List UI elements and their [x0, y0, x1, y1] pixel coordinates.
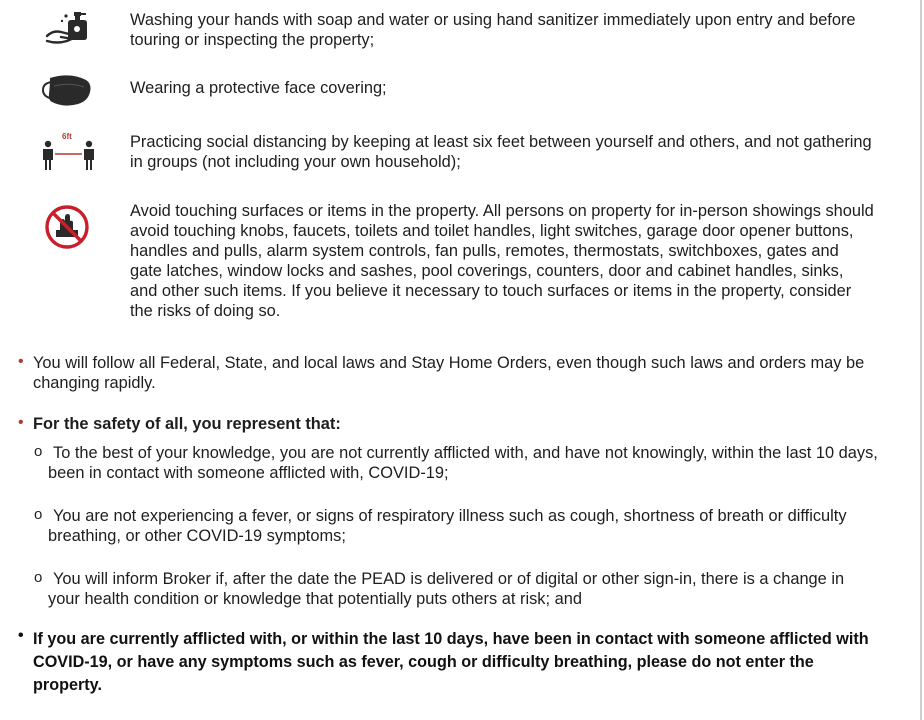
sub-bullet-marker: o	[34, 569, 43, 586]
sub-bullet-marker: o	[34, 443, 43, 460]
represent-subitem: You are not experiencing a fever, or signs of respiratory illness such as cough, shortness of breath or difficulty breathing, or other COVID-19 symptoms;	[48, 507, 847, 545]
social-distance-icon	[42, 130, 98, 172]
laws-bullet-text: You will follow all Federal, State, and local laws and Stay Home Orders, even though such laws and orders may be changing rapidly.	[33, 354, 865, 392]
represent-subitem: To the best of your knowledge, you are not currently afflicted with, and have not knowingly, within the last 10 days, been in contact with someone afflicted with, COVID-19;	[48, 444, 878, 482]
bullet-marker: •	[18, 353, 24, 370]
represent-subitem: You will inform Broker if, after the date the PEAD is delivered or of digital or other sign-in, there is a change in your health condition or knowledge that potentially puts others at risk; and	[48, 570, 845, 608]
hand-sanitizer-icon	[44, 10, 96, 48]
face-mask-icon	[40, 72, 96, 108]
bullet-marker: •	[18, 627, 24, 644]
item-distance-text: Practicing social distancing by keeping at least six feet between yourself and others, and not gathering in groups (not including your own household);	[130, 133, 872, 171]
item-mask-text: Wearing a protective face covering;	[130, 79, 387, 97]
no-touch-icon	[44, 204, 90, 250]
final-warning-text: If you are currently afflicted with, or within the last 10 days, have been in contact with someone afflicted with COVID-19, or have any symptoms such as fever, cough or difficulty breathing, please do not enter the property.	[33, 630, 869, 694]
bullet-marker: •	[18, 414, 24, 431]
page-edge	[920, 0, 922, 720]
represent-heading: For the safety of all, you represent that:	[33, 415, 341, 433]
item-sanitize-text: Washing your hands with soap and water or using hand sanitizer immediately upon entry and before touring or inspecting the property;	[130, 11, 856, 49]
item-touch-text: Avoid touching surfaces or items in the property. All persons on property for in-person showings should avoid touching knobs, faucets, toilets and toilet handles, light switches, garage door opener buttons, handles and pulls, alarm system controls, fan pulls, remotes, thermostats, switchboxes, gates and gate latches, window locks and sashes, pool coverings, counters, door and cabinet handles, sinks, and other such items. If you believe it necessary to touch surfaces or items in the property, consider the risks of doing so.	[130, 202, 874, 320]
six-feet-label: 6ft	[62, 132, 72, 141]
sub-bullet-marker: o	[34, 506, 43, 523]
